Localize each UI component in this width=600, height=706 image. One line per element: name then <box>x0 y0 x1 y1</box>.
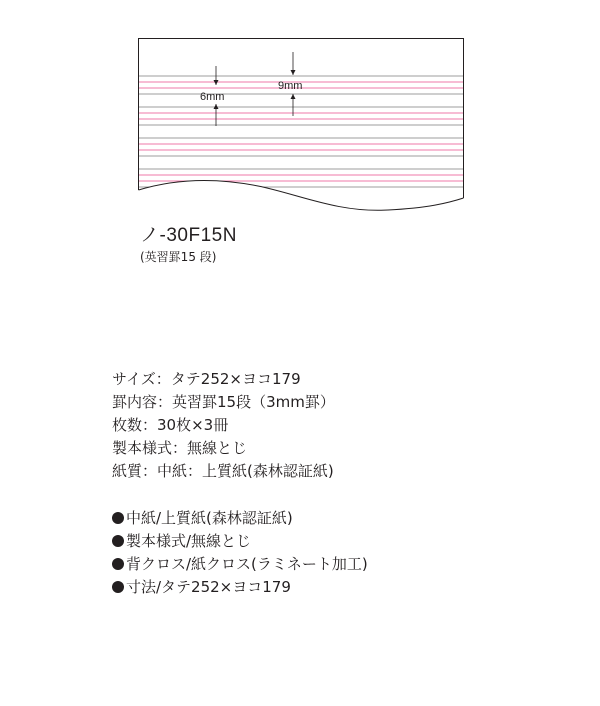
feature-item: 背クロス/紙クロス(ラミネート加工) <box>112 553 368 576</box>
feature-list <box>112 507 368 599</box>
sheet-border <box>139 39 464 199</box>
bullet-icon <box>112 535 124 547</box>
feature-item: 中紙/上質紙(森林認証紙) <box>112 507 368 530</box>
spec-ruling: 罫内容：英習罫15段（3mm罫） <box>112 393 335 411</box>
torn-edge-mask <box>138 180 464 218</box>
ruled-sheet-svg <box>138 38 464 218</box>
spec-binding: 製本様式：無線とじ <box>112 439 248 457</box>
dimension-6mm <box>200 66 224 126</box>
bullet-icon <box>112 512 124 524</box>
label-9mm: 9mm <box>278 80 303 92</box>
bullet-icon <box>112 581 124 593</box>
spec-paper: 紙質：中紙：上質紙(森林認証紙) <box>112 462 334 480</box>
feature-item: 製本様式/無線とじ <box>112 530 368 553</box>
spec-list <box>112 368 335 483</box>
dimension-9mm <box>278 52 302 116</box>
product-code: ノ-30F15N <box>140 225 237 246</box>
feature-item: 寸法/タテ252×ヨコ179 <box>112 576 368 599</box>
ruled-sheet-diagram <box>138 38 464 218</box>
product-ruling-type: (英習罫15 段) <box>140 250 217 264</box>
ruling-lines <box>139 76 463 187</box>
bullet-icon <box>112 558 124 570</box>
spec-sheet-count: 枚数：30枚×3冊 <box>112 416 229 434</box>
spec-size: サイズ：タテ252×ヨコ179 <box>112 370 301 388</box>
label-6mm: 6mm <box>200 91 225 103</box>
